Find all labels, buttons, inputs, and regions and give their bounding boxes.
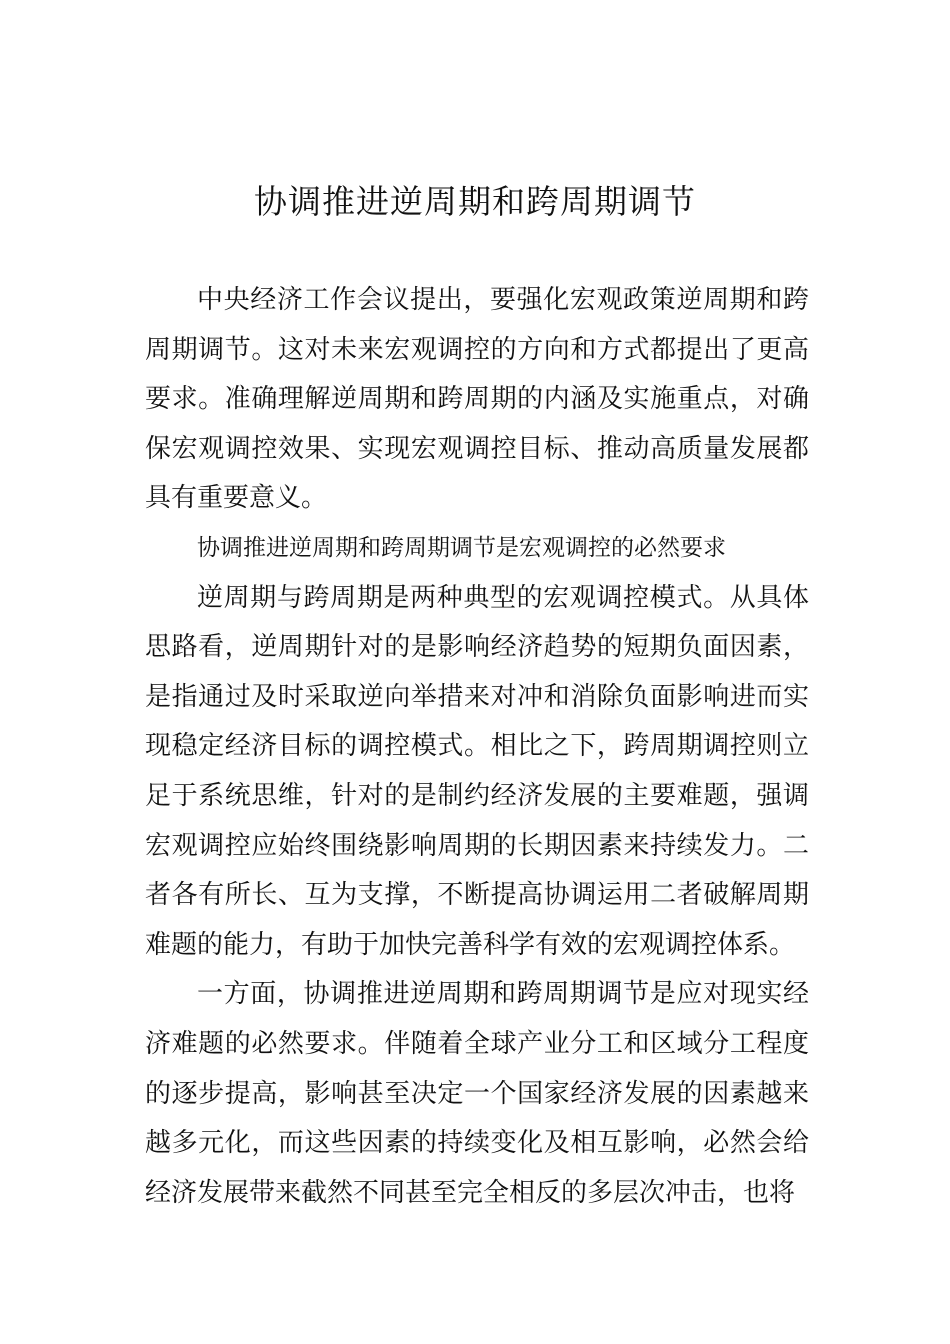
section-heading: 协调推进逆周期和跨周期调节是宏观调控的必然要求	[197, 534, 726, 561]
paragraph-modes: 逆周期与跨周期是两种典型的宏观调控模式。从具体思路看，逆周期针对的是影响经济趋势的短期负面因素，是指通过及时采取逆向举措来对冲和消除负面影响进而实现稳定经济目标的调控模式。相比之下，跨周期调控则立足于系统思维，针对的是制约经济发展的主要难题，强调宏观调控应始终围绕影响周期的长期因素来持续发力。二者各有所长、互为支撑，不断提高协调运用二者破解周期难题的能力，有助于加快完善科学有效的宏观调控体系。	[145, 582, 809, 960]
document-title: 协调推进逆周期和跨周期调节	[254, 182, 696, 221]
paragraph-one-hand: 一方面，协调推进逆周期和跨周期调节是应对现实经济难题的必然要求。伴随着全球产业分工和区域分工程度的逐步提高，影响甚至决定一个国家经济发展的因素越来越多元化，而这些因素的持续变化及相互影响，必然会给经济发展带来截然不同甚至完全相反的多层次冲击，也将	[145, 979, 809, 1208]
paragraph-intro: 中央经济工作会议提出，要强化宏观政策逆周期和跨周期调节。这对未来宏观调控的方向和方式都提出了更高要求。准确理解逆周期和跨周期的内涵及实施重点，对确保宏观调控效果、实现宏观调控目标、推动高质量发展都具有重要意义。	[145, 285, 809, 514]
document-body	[145, 276, 809, 1218]
